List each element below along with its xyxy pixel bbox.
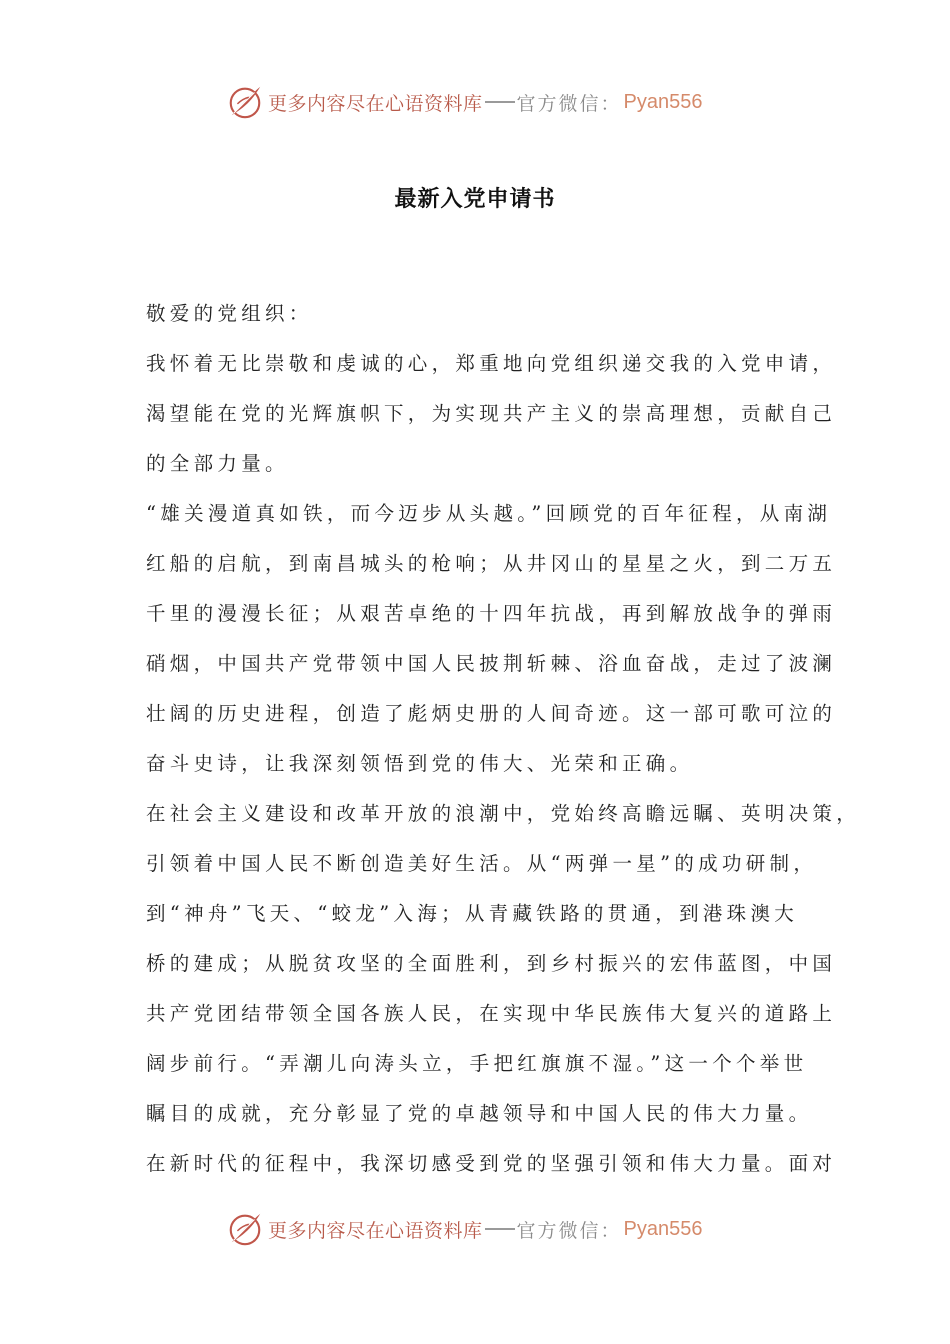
footer-banner [226,1209,703,1249]
body-text-line: 桥的建成；从脱贫攻坚的全面胜利，到乡村振兴的宏伟蓝图，中国 [146,952,837,975]
body-text-line: 引领着中国人民不断创造美好生活。从“两弹一星”的成功研制， [146,852,818,875]
body-text-line: 奋斗史诗，让我深刻领悟到党的伟大、光荣和正确。 [146,752,694,775]
banner-wechat-label: 官方微信： [516,1219,622,1242]
body-text-line: 到“神舟”飞天、“蛟龙”入海；从青藏铁路的贯通，到港珠澳大 [146,902,799,925]
body-text-line: 我怀着无比崇敬和虔诚的心，郑重地向党组织递交我的入党申请， [146,352,837,375]
banner-wechat-label: 官方微信： [516,92,622,115]
banner-site-text: 更多内容尽在心语资料库 [268,1219,483,1242]
header-banner [226,82,703,122]
body-text-line: 的全部力量。 [146,452,289,475]
banner-dash [485,1228,515,1230]
body-text-line: 千里的漫漫长征；从艰苦卓绝的十四年抗战，再到解放战争的弹雨 [146,602,837,625]
banner-site-text: 更多内容尽在心语资料库 [268,92,483,115]
body-text-line: 硝烟，中国共产党带领中国人民披荆斩棘、浴血奋战，走过了波澜 [146,652,837,675]
body-text-line: 阔步前行。“弄潮儿向涛头立，手把红旗旗不湿。”这一个个举世 [146,1052,808,1075]
document-body [146,294,861,1194]
body-text-line: “雄关漫道真如铁，而今迈步从头越。”回顾党的百年征程，从南湖 [146,502,832,525]
body-text-line: 红船的启航，到南昌城头的枪响；从井冈山的星星之火，到二万五 [146,552,837,575]
banner-wechat-id: Pyan556 [623,1217,703,1240]
banner-wechat-id: Pyan556 [623,90,703,113]
body-text-line: 在社会主义建设和改革开放的浪潮中，党始终高瞻远瞩、英明决策， [146,802,861,825]
banner-dash [485,101,515,103]
body-text-line: 壮阔的历史进程，创造了彪炳史册的人间奇迹。这一部可歌可泣的 [146,702,837,725]
quill-logo-icon [226,1210,264,1248]
body-text-line: 在新时代的征程中，我深切感受到党的坚强引领和伟大力量。面对 [146,1152,837,1175]
body-text-line: 瞩目的成就，充分彰显了党的卓越领导和中国人民的伟大力量。 [146,1102,813,1125]
body-text-line: 共产党团结带领全国各族人民，在实现中华民族伟大复兴的道路上 [146,1002,837,1025]
quill-logo-icon [226,83,264,121]
document-title: 最新入党申请书 [394,187,556,212]
body-text-line: 渴望能在党的光辉旗帜下，为实现共产主义的崇高理想，贡献自己 [146,402,837,425]
body-text-line: 敬爱的党组织： [146,302,313,325]
